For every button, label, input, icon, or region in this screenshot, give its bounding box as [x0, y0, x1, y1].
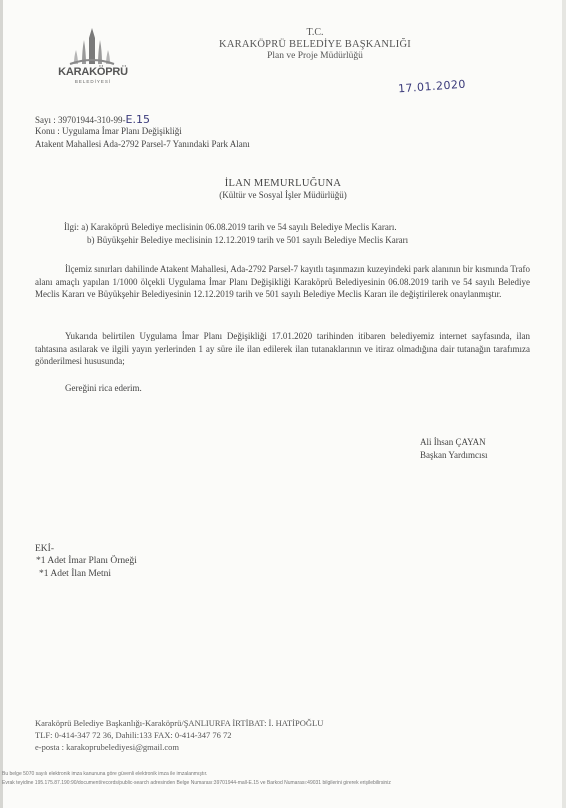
- body-paragraph-1: [35, 263, 530, 301]
- subject-location: Atakent Mahallesi Ada-2792 Parsel-7 Yanındaki Park Alanı: [35, 139, 250, 149]
- header-department: Plan ve Proje Müdürlüğü: [267, 51, 363, 61]
- subject-line: Konu : Uygulama İmar Planı Değişikliği: [35, 126, 182, 136]
- logo-name: KARAKÖPRÜ: [58, 66, 128, 78]
- header-tc: T.C.: [306, 27, 324, 38]
- reference-number-printed: Sayı : 39701944-310-99-: [35, 115, 126, 125]
- handwritten-date: 17.01.2020: [397, 77, 467, 96]
- addressee-subtitle: (Kültür ve Sosyal İşler Müdürlüğü): [219, 190, 347, 200]
- footer-email: e-posta : karakoprubelediyesi@gmail.com: [35, 742, 180, 752]
- attachments-label: EKİ-: [35, 544, 54, 554]
- reference-a: İlgi: a) Karaköprü Belediye meclisinin 06.08.2019 tarih ve 54 sayılı Belediye Meclis Kararı.: [64, 222, 397, 232]
- header-institution: KARAKÖPRÜ BELEDİYE BAŞKANLIĞI: [219, 39, 411, 50]
- reference-number: [35, 113, 150, 126]
- footer-address: Karaköprü Belediye Başkanlığı-Karaköprü/ŞANLIURFA İRTİBAT: İ. HATİPOĞLU: [35, 718, 324, 728]
- e-signature-notice: Bu belge 5070 sayılı elektronik imza kanununa göre güvenli elektronik imza ile imzalanmıştır.: [2, 771, 208, 777]
- body-text-3: Gereğini rica ederim.: [65, 383, 142, 393]
- signatory-title: Başkan Yardımcısı: [420, 450, 488, 460]
- addressee-title: İLAN MEMURLUĞUNA: [224, 178, 342, 189]
- scan-edge-right: [562, 0, 566, 808]
- attachment-item-1: *1 Adet İmar Planı Örneği: [36, 556, 137, 566]
- body-text-1: İlçemiz sınırları dahilinde Atakent Mahallesi, Ada-2792 Parsel-7 kayıtlı taşınmazın kuzeyindeki park alanının bir kısmında Trafo alanı amaçlı yapılan 1/1000 ölçekli Uygulama İmar Planı Değişikliği Karaköprü Belediyesinin 06.08.2019 tarih ve 54 sayılı Belediye Meclis Kararı ve Büyükşehir Belediyesinin 12.12.2019 tarih ve 501 sayılı Belediye Meclis Kararı ile değiştirilerek onaylanmıştır.: [35, 264, 530, 299]
- reference-b: b) Büyükşehir Belediye meclisinin 12.12.2019 tarih ve 501 sayılı Belediye Meclis Kararı: [87, 235, 409, 245]
- body-paragraph-3: [35, 382, 530, 395]
- reference-number-handwritten: E.15: [125, 113, 150, 126]
- signatory-name: Ali İhsan ÇAYAN: [420, 437, 486, 447]
- verification-notice: Evrak teyidine 195.175.87.190:90/document/records/public-search adresinden Belge Numarası:39701944-mall-E.15 ve Barkod Numarası:49031 bilgilerini girerek erişilebilirsiniz: [2, 780, 391, 786]
- body-paragraph-2: [35, 330, 530, 368]
- logo-subtitle: BELEDİYESİ: [74, 79, 112, 84]
- footer-phone: TLF: 0-414-347 72 36, Dahili:133 FAX: 0-414-347 76 72: [35, 730, 232, 740]
- attachment-item-2: *1 Adet İlan Metni: [39, 569, 112, 579]
- scan-edge-left: [0, 0, 3, 808]
- body-text-2: Yukarıda belirtilen Uygulama İmar Planı Değişikliği 17.01.2020 tarihinden itibaren belediyemiz internet sayfasında, ilan tahtasına asılarak ve ilgili yayın yerlerinden 1 ay süre ile ilan edilerek ilan tutanaklarının ve itiraz olmadığına dair tutanağın tarafımıza gönderilmesi hususunda;: [35, 331, 530, 366]
